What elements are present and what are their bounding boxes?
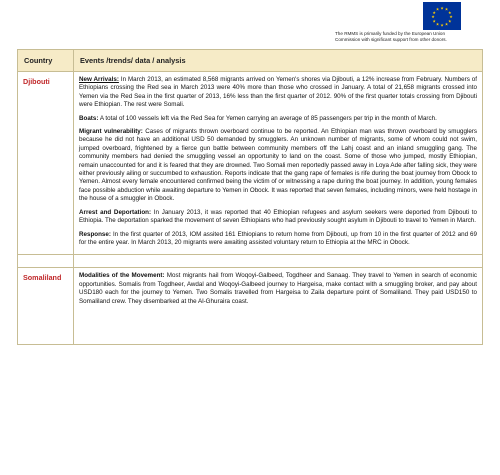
spacer-cell: [18, 255, 74, 268]
events-cell: [74, 72, 483, 255]
table-header-row: [18, 50, 483, 72]
paragraph-heading: Modalities of the Movement:: [79, 272, 165, 280]
country-name: Djibouti: [23, 77, 50, 86]
paragraph-boats: [79, 115, 477, 123]
paragraph-heading: Boats:: [79, 114, 99, 122]
paragraph-text: In March 2013, an estimated 8,568 migrants arrived on Yemen's shores via Djibouti, a 12% increase from February. Numbers of Ethiopians crossing the Red sea in March 2013 were 40% more than those who crossed in January. A total of 21,658 migrants crossed into Yemen via the Red Sea in the first quarter of 2013, 16% less than the first quarter of 2012. 90% of the first quarter totals crossing from Djibouti were Ethiopian. The rest were Somali.: [79, 76, 477, 109]
country-name: Somaliland: [23, 273, 62, 283]
svg-text:★: ★: [435, 21, 440, 27]
svg-text:★: ★: [444, 6, 449, 12]
table-row-djibouti: [18, 72, 483, 255]
svg-text:★: ★: [440, 22, 444, 28]
svg-text:★: ★: [431, 14, 435, 20]
paragraph-heading: New Arrivals:: [79, 76, 119, 83]
eu-flag-icon: [423, 2, 461, 30]
paragraph-text: In the first quarter of 2013, IOM assited 161 Ethiopians to return home from Djibouti, up from 10 in the first quarter of 2012 and 69 for the entire year. In March 2013, 20 migrants were awaiting assisted voluntary return to Ethiopia at the MRC in Obock.: [79, 230, 477, 246]
svg-text:★: ★: [432, 9, 436, 15]
paragraph-response: [79, 231, 477, 248]
paragraph-heading: Arrest and Deportation:: [79, 208, 152, 216]
svg-text:★: ★: [448, 18, 452, 24]
funding-note-line1: The RMMS is primarily funded by the European Union: [335, 31, 446, 36]
country-cell: [18, 268, 74, 345]
svg-text:★: ★: [440, 5, 444, 11]
paragraph-heading: Response:: [79, 230, 111, 238]
events-cell: [74, 268, 483, 345]
paragraph-new-arrivals: [79, 76, 477, 110]
spacer-cell: [74, 255, 483, 268]
svg-text:★: ★: [444, 21, 449, 27]
column-header-country: Country: [18, 50, 74, 72]
table-row-somaliland: [18, 268, 483, 345]
paragraph-text: A total of 100 vessels left via the Red Sea for Yemen carrying an average of 85 passengers per trip in the month of March.: [98, 114, 437, 122]
paragraph-heading: Migrant vulnerability:: [79, 128, 143, 136]
paragraph-arrest-deportation: [79, 209, 477, 226]
svg-text:★: ★: [449, 14, 453, 20]
funding-note: [335, 31, 497, 43]
paragraph-text: Cases of migrants thrown overboard continue to be reported. An Ethiopian man was thrown overboard by smugglers because he did not have an additional USD 50 demanded by smugglers. An unknown number of migrants, some of whom could not swim, jumped overboard, frightened by a fierce gun battle between community members off the Lahj coast and an inland smuggling gang. The community members had denied the smuggling vessel an opportunity to land on the coast. Some of those who jumped, mostly Ethiopian, remain unaccounted for and it is feared that they are drowned. Two Somali men reportedly passed away in Loya Ade after falling sick, they were either previously ailing or succumbed to exhaustion. Reports indicate that the gang rape of females is rife during the boat journey from Obock to Yemen. Almost every female encountered confirmed being the victim of or witnessing a rape during the boat journey. In addition, young females face possible abduction while awaiting departure to Yemen in Obock. It was reported that seven females, including minors, were held hostage in the house of a smuggler in Obock.: [79, 128, 478, 203]
table-spacer-row: [18, 255, 483, 268]
country-events-table: [17, 49, 483, 345]
paragraph-text: Most migrants hail from Woqoyi-Galbeed, Togdheer and Sanaag. They travel to Yemen in search of economic opportunities. Somalis from Togdheer, Awdal and Woqoyi-Galbeed journey to Hargeisa, make contact with a smuggling broker, and pay about USD180 each for the journey to Yemen. Two Somalis travelled from Hargeisa to Zaila departure point of Somaliland. They paid USD150 to Somaliland crew. They disembarked at the Al-Ghuraira coast.: [79, 272, 477, 305]
svg-text:★: ★: [435, 6, 440, 12]
svg-text:★: ★: [448, 9, 452, 15]
paragraph-migrant-vulnerability: [79, 128, 477, 204]
country-cell: [18, 72, 74, 255]
paragraph-modalities: [79, 272, 477, 306]
funding-note-line2: Commission with significant support from other donors.: [335, 37, 447, 42]
paragraph-text: In January 2013, it was reported that 40 Ethiopian refugees and asylum seekers were deported from Djibouti to Ethiopia. The deportation sparked the movement of seven Ethiopians who had previously sought asylum in Djibouti to travel to Yemen in March.: [79, 208, 477, 225]
column-header-events: Events /trends/ data / analysis: [74, 50, 483, 72]
svg-text:★: ★: [432, 18, 436, 24]
